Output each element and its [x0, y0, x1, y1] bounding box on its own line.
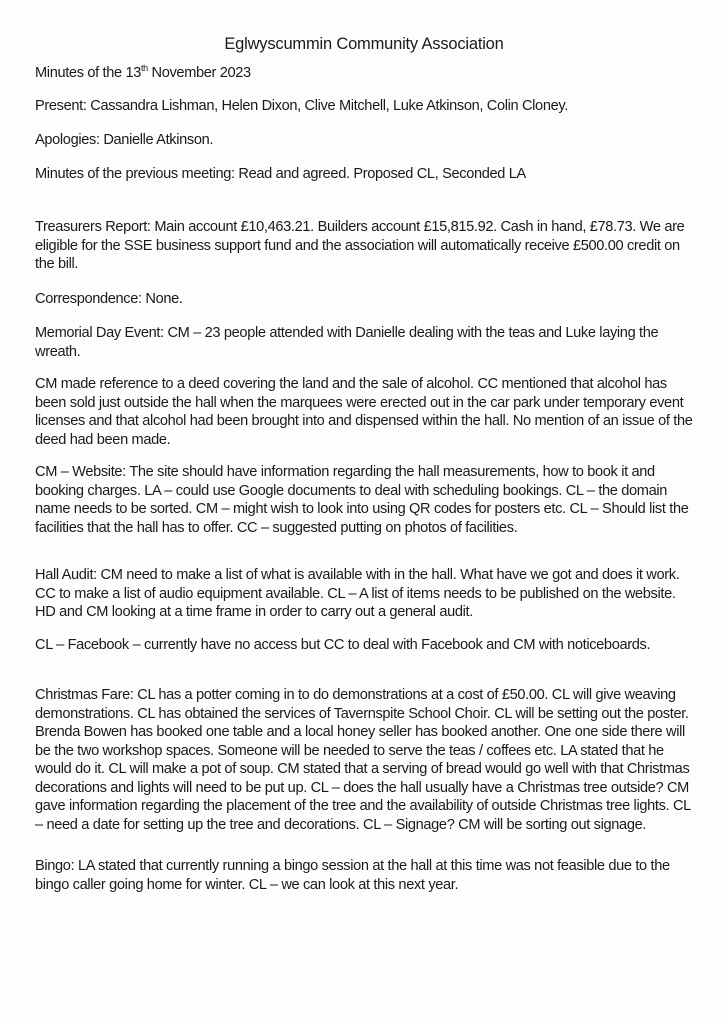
date-rest: November 2023	[147, 65, 251, 81]
bingo-paragraph: Bingo: LA stated that currently running a bingo session at the hall at this time was not feasible due to the bingo caller going home for winter. CL – we can look at this next year.	[35, 858, 670, 893]
date-ordinal: th	[141, 63, 148, 73]
present-line: Present: Cassandra Lishman, Helen Dixon, Clive Mitchell, Luke Atkinson, Colin Cloney.	[35, 98, 568, 114]
correspondence-line: Correspondence: None.	[35, 291, 183, 307]
memorial-day-event: Memorial Day Event: CM – 23 people attended with Danielle dealing with the teas and Luke laying the wreath.	[35, 325, 659, 360]
treasurers-report: Treasurers Report: Main account £10,463.21. Builders account £15,815.92. Cash in hand, £78.73. We are eligible for the SSE business support fund and the association will automatically receive £500.00 credit on the bill.	[35, 219, 685, 272]
previous-minutes-line: Minutes of the previous meeting: Read and agreed. Proposed CL, Seconded LA	[35, 166, 526, 182]
hall-audit-paragraph: Hall Audit: CM need to make a list of what is available with in the hall. What have we got and does it work. CC to make a list of audio equipment available. CL – A list of items needs to be published on the website. HD and CM looking at a time frame in order to carry out a general audit.	[35, 567, 680, 620]
facebook-paragraph: CL – Facebook – currently have no access but CC to deal with Facebook and CM with noticeboards.	[35, 637, 651, 653]
date-prefix: Minutes of the 13	[35, 65, 142, 81]
document-title: Eglwyscummin Community Association	[224, 35, 504, 53]
website-paragraph: CM – Website: The site should have information regarding the hall measurements, how to book it and booking charges. LA – could use Google documents to deal with scheduling bookings. CL – the domain name needs to be sorted. CM – might wish to look into using QR codes for posters etc. CL – Should list the facilities that the hall has to offer. CC – suggested putting on photos of facilities.	[35, 464, 689, 536]
apologies-line: Apologies: Danielle Atkinson.	[35, 132, 214, 148]
meeting-date	[35, 64, 695, 83]
christmas-fare-paragraph: Christmas Fare: CL has a potter coming in to do demonstrations at a cost of £50.00. CL will give weaving demonstrations. CL has obtained the services of Tavernspite School Choir. CL will be setting out the poster. Brenda Bowen has booked one table and a local honey seller has booked another. One one side there will be the two workshop spaces. Someone will be needed to serve the teas / coffees etc. LA stated that he would do it. CL will make a pot of soup. CM stated that a serving of bread would go well with that Christmas decorations and lights will need to be put up. CL – does the hall usually have a Christmas tree outside? CM gave information regarding the placement of the tree and the availability of outside Christmas tree lights. CL – need a date for setting up the tree and decorations. CL – Signage? CM will be sorting out signage.	[35, 687, 691, 833]
deed-alcohol-paragraph: CM made reference to a deed covering the land and the sale of alcohol. CC mentioned that alcohol has been sold just outside the hall when the marquees were erected out in the car park under temporary event licenses and that alcohol had been brought into and dispensed within the hall. No mention of an issue of the deed had been made.	[35, 376, 693, 448]
